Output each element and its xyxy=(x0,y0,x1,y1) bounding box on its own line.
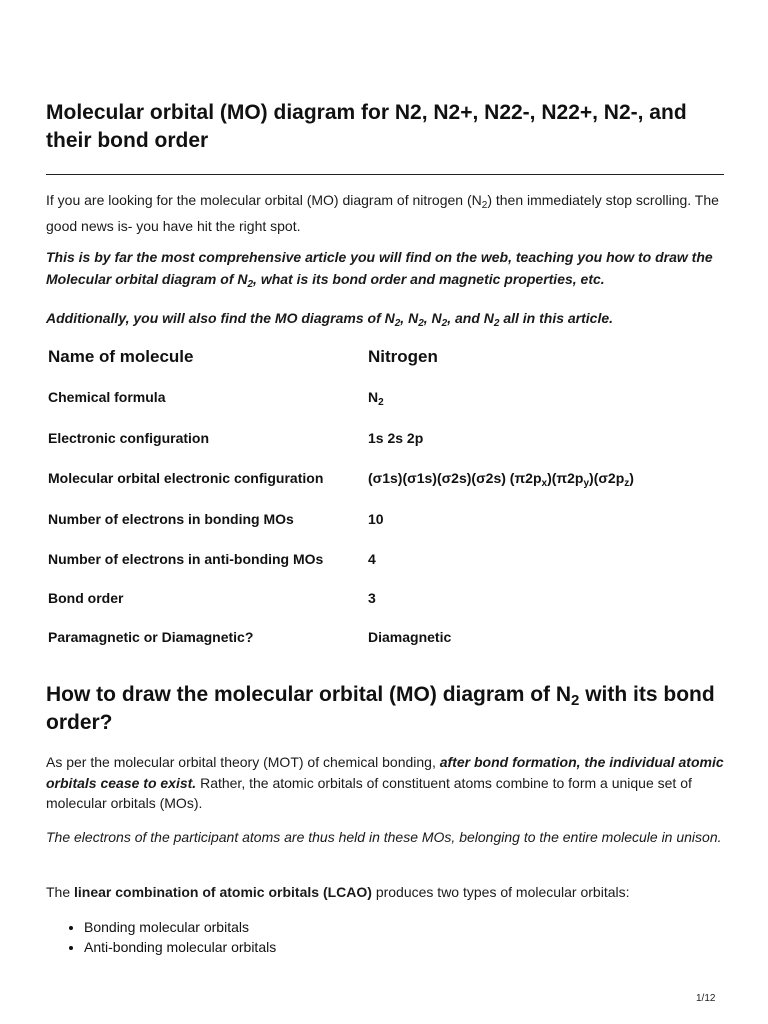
table-row xyxy=(48,590,724,620)
table-row-label: Number of electrons in anti-bonding MOs xyxy=(48,551,324,567)
emphasis-paragraph: This is by far the most comprehensive article you will find on the web, teaching you how to draw the Molecular orbital diagram of $N_2$, what is its bond order and magnetic properties, etc. xyxy=(46,249,713,290)
table-row-value: Diamagnetic xyxy=(368,629,452,645)
table-row xyxy=(48,430,724,460)
table-row-value: 3 xyxy=(368,590,376,606)
table-row-value: 10 xyxy=(368,511,384,527)
table-row-label: Molecular orbital electronic configuration xyxy=(48,470,324,486)
table-row-value: 1s 2s 2p xyxy=(368,430,424,446)
table-row xyxy=(48,470,724,500)
table-row xyxy=(48,551,724,581)
list-item: • Bonding molecular orbitals xyxy=(84,917,276,937)
table-row-value: (σ1s)(σ1s)(σ2s)(σ2s) $(\pi 2p_x)(\pi 2p_y)(\sigma 2p_z)$ xyxy=(368,470,634,489)
table-header-value: Nitrogen xyxy=(368,347,438,366)
title-divider xyxy=(46,174,724,175)
table-header-label: Name of molecule xyxy=(48,347,194,366)
electrons-paragraph: The electrons of the participant atoms are thus held in these MOs, belonging to the entire molecule in unison. xyxy=(46,829,722,845)
lcao-paragraph: The linear combination of atomic orbitals (LCAO) produces two types of molecular orbitals: xyxy=(46,884,630,900)
table-row-value: 4 xyxy=(368,551,376,567)
table-row-label: Chemical formula xyxy=(48,389,166,405)
page-title: Molecular orbital (MO) diagram for N2, N2+, N22-, N22+, N2-, and their bond order xyxy=(46,101,687,152)
table-row-label: Number of electrons in bonding MOs xyxy=(48,511,294,527)
table-row xyxy=(48,629,724,659)
table-row-label: Bond order xyxy=(48,590,124,606)
table-header-row xyxy=(48,347,724,377)
table-row-label: Paramagnetic or Diamagnetic? xyxy=(48,629,254,645)
table-row xyxy=(48,389,724,419)
page-number: 1/12 xyxy=(696,993,716,1004)
intro-paragraph: If you are looking for the molecular orbital (MO) diagram of nitrogen $(N_2)$ then immediately stop scrolling. The good news is- you have hit the right spot. xyxy=(46,192,719,234)
list-item: • Anti-bonding molecular orbitals xyxy=(84,937,276,957)
section-heading: How to draw the molecular orbital (MO) diagram of $N_2$ with its bond order? xyxy=(46,683,715,734)
table-row-value: $N_2$ xyxy=(368,389,384,408)
mot-paragraph: As per the molecular orbital theory (MOT) of chemical bonding, after bond formation, the individual atomic orbitals cease to exist. Rather, the atomic orbitals of constituent atoms combine to form a unique set of molecular orbitals (MOs). xyxy=(46,754,724,811)
table-row-label: Electronic configuration xyxy=(48,430,210,446)
table-row xyxy=(48,511,724,541)
additional-paragraph: Additionally, you will also find the MO diagrams of $N_2$, $N_2$, $N_2$, and $N_2$ all in this article. xyxy=(46,310,614,329)
orbital-types-list xyxy=(46,917,276,957)
